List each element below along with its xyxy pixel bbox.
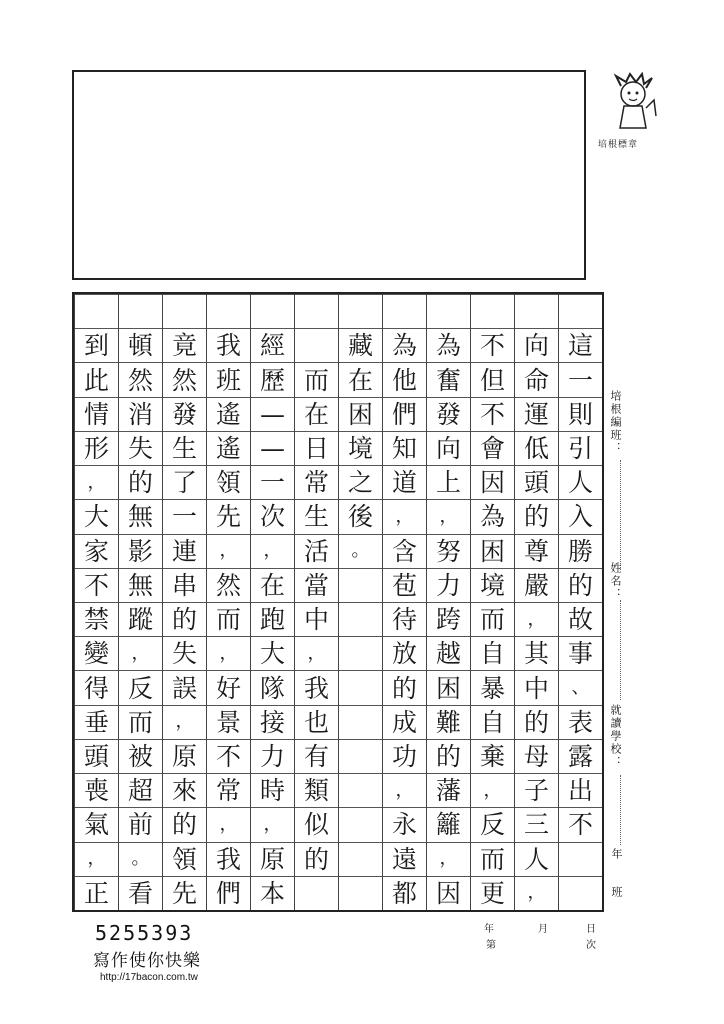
- grid-cell: 出: [559, 773, 602, 807]
- grid-cell: 正: [75, 876, 118, 910]
- manuscript-grid: [72, 292, 604, 912]
- class-unit-label: 班: [610, 886, 623, 899]
- grid-cell: 後: [339, 499, 382, 533]
- grid-cell: 反: [119, 670, 162, 704]
- grid-cell: 然: [119, 362, 162, 396]
- grid-cell: 露: [559, 739, 602, 773]
- grid-cell: 到: [75, 328, 118, 362]
- grid-cell: 努: [427, 534, 470, 568]
- grid-cell: ，: [251, 807, 294, 841]
- grid-cell: [339, 568, 382, 602]
- grid-cell: [339, 705, 382, 739]
- grid-cell: 棄: [471, 739, 514, 773]
- grid-cell: 垂: [75, 705, 118, 739]
- grid-cell: 似: [295, 807, 338, 841]
- grid-cell: 表: [559, 705, 602, 739]
- grid-cell: 看: [119, 876, 162, 910]
- grid-cell: 事: [559, 636, 602, 670]
- grid-cell: 入: [559, 499, 602, 533]
- grid-column: [74, 294, 118, 910]
- grid-cell: 無: [119, 568, 162, 602]
- grid-cell: 我: [207, 328, 250, 362]
- grid-cell: 而: [471, 602, 514, 636]
- grid-cell: 在: [339, 362, 382, 396]
- grid-column: [338, 294, 382, 910]
- grid-cell: 們: [383, 397, 426, 431]
- grid-cell: 則: [559, 397, 602, 431]
- grid-cell: 不: [471, 328, 514, 362]
- grid-cell: 而: [471, 842, 514, 876]
- grid-cell: 被: [119, 739, 162, 773]
- grid-cell: 為: [471, 499, 514, 533]
- grid-cell: 境: [471, 568, 514, 602]
- grid-cell: [339, 294, 382, 328]
- grid-cell: ，: [75, 842, 118, 876]
- grid-cell: 經: [251, 328, 294, 362]
- grid-cell: 不: [207, 739, 250, 773]
- grid-cell: 待: [383, 602, 426, 636]
- grid-cell: 因: [471, 465, 514, 499]
- grid-cell: [339, 670, 382, 704]
- grid-cell: 命: [515, 362, 558, 396]
- grid-cell: 反: [471, 807, 514, 841]
- grid-cell: 大: [251, 636, 294, 670]
- grid-cell: 遙: [207, 431, 250, 465]
- grid-cell: 原: [163, 739, 206, 773]
- grid-cell: 而: [295, 362, 338, 396]
- grid-cell: 有: [295, 739, 338, 773]
- grid-cell: [339, 876, 382, 910]
- grid-cell: 頭: [515, 465, 558, 499]
- grid-cell: 籬: [427, 807, 470, 841]
- grid-column: [294, 294, 338, 910]
- grid-cell: 來: [163, 773, 206, 807]
- grid-cell: 藏: [339, 328, 382, 362]
- grid-cell: 接: [251, 705, 294, 739]
- grid-cell: 頓: [119, 328, 162, 362]
- grid-cell: ，: [427, 842, 470, 876]
- grid-cell: 向: [515, 328, 558, 362]
- grid-cell: 一: [163, 499, 206, 533]
- grid-cell: 的: [163, 807, 206, 841]
- grid-cell: 勝: [559, 534, 602, 568]
- grid-cell: 但: [471, 362, 514, 396]
- grid-cell: [559, 294, 602, 328]
- grid-cell: [339, 842, 382, 876]
- grid-cell: 成: [383, 705, 426, 739]
- grid-cell: ，: [427, 499, 470, 533]
- grid-cell: 運: [515, 397, 558, 431]
- school-dotline: [620, 775, 622, 845]
- footer-url: http://17bacon.com.tw: [100, 972, 198, 983]
- name-dotline: [620, 600, 622, 700]
- grid-cell: 子: [515, 773, 558, 807]
- footer-slogan: 寫作使你快樂: [93, 951, 201, 971]
- grid-cell: [251, 294, 294, 328]
- grid-cell: 而: [119, 705, 162, 739]
- grid-cell: 母: [515, 739, 558, 773]
- grid-cell: 人: [515, 842, 558, 876]
- grid-cell: 也: [295, 705, 338, 739]
- grid-cell: 引: [559, 431, 602, 465]
- grid-cell: ，: [471, 773, 514, 807]
- grid-column: [382, 294, 426, 910]
- date-ordinal-label: 第: [486, 940, 496, 951]
- grid-cell: 因: [427, 876, 470, 910]
- grid-cell: 在: [251, 568, 294, 602]
- grid-cell: 發: [427, 397, 470, 431]
- grade-label: 年: [610, 848, 623, 861]
- grid-cell: 。: [339, 534, 382, 568]
- grid-cell: 含: [383, 534, 426, 568]
- grid-cell: 蹤: [119, 602, 162, 636]
- grid-column: [118, 294, 162, 910]
- school-label: 就讀學校：: [609, 704, 622, 769]
- grid-cell: 常: [295, 465, 338, 499]
- date-day-label: 日: [586, 924, 596, 935]
- grid-cell: [163, 294, 206, 328]
- date-year-label: 年: [484, 924, 494, 935]
- grid-cell: 失: [119, 431, 162, 465]
- grid-cell: [471, 294, 514, 328]
- grid-cell: 領: [207, 465, 250, 499]
- grid-cell: [119, 294, 162, 328]
- grid-cell: ，: [207, 636, 250, 670]
- class-label: 培根編班：: [609, 390, 622, 455]
- name-label: 姓名：: [609, 562, 622, 601]
- grid-cell: [427, 294, 470, 328]
- grid-cell: 的: [295, 842, 338, 876]
- grid-cell: 頭: [75, 739, 118, 773]
- grid-cell: 喪: [75, 773, 118, 807]
- grid-cell: [295, 294, 338, 328]
- grid-column: [514, 294, 558, 910]
- grid-cell: 都: [383, 876, 426, 910]
- grid-cell: ，: [515, 876, 558, 910]
- grid-cell: [295, 328, 338, 362]
- grid-cell: 力: [251, 739, 294, 773]
- grid-column: [558, 294, 602, 910]
- grid-cell: [339, 739, 382, 773]
- grid-cell: —: [251, 431, 294, 465]
- grid-cell: 遠: [383, 842, 426, 876]
- grid-cell: 連: [163, 534, 206, 568]
- grid-cell: 變: [75, 636, 118, 670]
- grid-cell: 一: [251, 465, 294, 499]
- grid-cell: 永: [383, 807, 426, 841]
- footer-code: 5255393: [95, 921, 194, 945]
- grid-cell: 在: [295, 397, 338, 431]
- grid-cell: 之: [339, 465, 382, 499]
- bacon-mascot-stamp-icon: [606, 72, 660, 134]
- grid-cell: 境: [339, 431, 382, 465]
- grid-cell: 得: [75, 670, 118, 704]
- grid-cell: ，: [251, 534, 294, 568]
- grid-cell: 這: [559, 328, 602, 362]
- grid-cell: 的: [383, 670, 426, 704]
- grid-cell: —: [251, 397, 294, 431]
- grid-cell: 家: [75, 534, 118, 568]
- grid-cell: 歷: [251, 362, 294, 396]
- teacher-comment-box: [72, 70, 586, 280]
- grid-cell: 消: [119, 397, 162, 431]
- grid-cell: [75, 294, 118, 328]
- grid-cell: 誤: [163, 670, 206, 704]
- grid-cell: ，: [383, 499, 426, 533]
- grid-cell: 生: [295, 499, 338, 533]
- grid-cell: 低: [515, 431, 558, 465]
- grid-cell: 我: [207, 842, 250, 876]
- grid-cell: 藩: [427, 773, 470, 807]
- grid-cell: [339, 773, 382, 807]
- grid-cell: 。: [119, 842, 162, 876]
- grid-cell: [339, 602, 382, 636]
- grid-cell: 故: [559, 602, 602, 636]
- grid-cell: 而: [207, 602, 250, 636]
- grid-cell: 不: [471, 397, 514, 431]
- grid-cell: 難: [427, 705, 470, 739]
- grid-cell: 自: [471, 705, 514, 739]
- grid-column: [470, 294, 514, 910]
- grid-cell: 先: [207, 499, 250, 533]
- grid-cell: 功: [383, 739, 426, 773]
- grid-cell: 向: [427, 431, 470, 465]
- grid-cell: 情: [75, 397, 118, 431]
- grid-cell: 大: [75, 499, 118, 533]
- grid-cell: 此: [75, 362, 118, 396]
- grid-cell: 類: [295, 773, 338, 807]
- stamp-label: 培根標章: [598, 140, 639, 150]
- grid-cell: 不: [559, 807, 602, 841]
- grid-cell: 失: [163, 636, 206, 670]
- grid-column: [162, 294, 206, 910]
- grid-cell: 了: [163, 465, 206, 499]
- grid-cell: 苞: [383, 568, 426, 602]
- grid-cell: 然: [163, 362, 206, 396]
- grid-cell: 串: [163, 568, 206, 602]
- grid-cell: 暴: [471, 670, 514, 704]
- grid-cell: 先: [163, 876, 206, 910]
- grid-cell: 的: [163, 602, 206, 636]
- grid-cell: ，: [119, 636, 162, 670]
- grid-cell: 其: [515, 636, 558, 670]
- grid-cell: 尊: [515, 534, 558, 568]
- grid-column: [206, 294, 250, 910]
- grid-cell: 然: [207, 568, 250, 602]
- grid-cell: 日: [295, 431, 338, 465]
- grid-cell: 領: [163, 842, 206, 876]
- grid-cell: [295, 876, 338, 910]
- grid-cell: 隊: [251, 670, 294, 704]
- grid-cell: [339, 807, 382, 841]
- grid-cell: 當: [295, 568, 338, 602]
- grid-cell: 更: [471, 876, 514, 910]
- grid-cell: 困: [471, 534, 514, 568]
- grid-cell: 常: [207, 773, 250, 807]
- grid-cell: 無: [119, 499, 162, 533]
- grid-cell: 嚴: [515, 568, 558, 602]
- grid-cell: 道: [383, 465, 426, 499]
- grid-cell: 自: [471, 636, 514, 670]
- grid-cell: 的: [427, 739, 470, 773]
- grid-cell: 越: [427, 636, 470, 670]
- grid-cell: [515, 294, 558, 328]
- grid-cell: [207, 294, 250, 328]
- grid-cell: 放: [383, 636, 426, 670]
- grid-cell: 好: [207, 670, 250, 704]
- grid-cell: 跑: [251, 602, 294, 636]
- grid-cell: 遙: [207, 397, 250, 431]
- date-times-label: 次: [586, 940, 596, 951]
- grid-cell: 中: [295, 602, 338, 636]
- grid-cell: 前: [119, 807, 162, 841]
- grid-cell: 上: [427, 465, 470, 499]
- grid-cell: 氣: [75, 807, 118, 841]
- grid-cell: 會: [471, 431, 514, 465]
- grid-cell: 本: [251, 876, 294, 910]
- grid-cell: 原: [251, 842, 294, 876]
- grid-cell: 的: [515, 705, 558, 739]
- grid-cell: ，: [295, 636, 338, 670]
- grid-cell: 的: [559, 568, 602, 602]
- grid-cell: 中: [515, 670, 558, 704]
- grid-cell: ，: [207, 807, 250, 841]
- grid-cell: 超: [119, 773, 162, 807]
- grid-cell: ，: [383, 773, 426, 807]
- grid-cell: 我: [295, 670, 338, 704]
- grid-cell: 不: [75, 568, 118, 602]
- grid-cell: 為: [383, 328, 426, 362]
- grid-cell: ，: [207, 534, 250, 568]
- grid-cell: 影: [119, 534, 162, 568]
- grid-cell: 生: [163, 431, 206, 465]
- grid-cell: 跨: [427, 602, 470, 636]
- date-month-label: 月: [538, 924, 548, 935]
- grid-cell: 禁: [75, 602, 118, 636]
- grid-cell: 困: [339, 397, 382, 431]
- grid-column: [426, 294, 470, 910]
- grid-cell: 人: [559, 465, 602, 499]
- grid-cell: 們: [207, 876, 250, 910]
- class-dotline: [620, 460, 622, 570]
- grid-cell: 知: [383, 431, 426, 465]
- grid-cell: 的: [119, 465, 162, 499]
- grid-cell: [559, 842, 602, 876]
- grid-cell: 竟: [163, 328, 206, 362]
- grid-cell: 活: [295, 534, 338, 568]
- grid-column: [250, 294, 294, 910]
- grid-cell: [383, 294, 426, 328]
- grid-cell: ，: [75, 465, 118, 499]
- grid-cell: ，: [515, 602, 558, 636]
- grid-cell: 的: [515, 499, 558, 533]
- grid-cell: 奮: [427, 362, 470, 396]
- grid-cell: 次: [251, 499, 294, 533]
- grid-cell: 他: [383, 362, 426, 396]
- grid-cell: 時: [251, 773, 294, 807]
- grid-cell: 發: [163, 397, 206, 431]
- grid-cell: [339, 636, 382, 670]
- grid-cell: 、: [559, 670, 602, 704]
- grid-cell: 三: [515, 807, 558, 841]
- grid-cell: 困: [427, 670, 470, 704]
- grid-cell: 一: [559, 362, 602, 396]
- grid-cell: 形: [75, 431, 118, 465]
- grid-cell: 景: [207, 705, 250, 739]
- grid-cell: 力: [427, 568, 470, 602]
- grid-cell: ，: [163, 705, 206, 739]
- grid-cell: 為: [427, 328, 470, 362]
- grid-cell: [559, 876, 602, 910]
- grid-cell: 班: [207, 362, 250, 396]
